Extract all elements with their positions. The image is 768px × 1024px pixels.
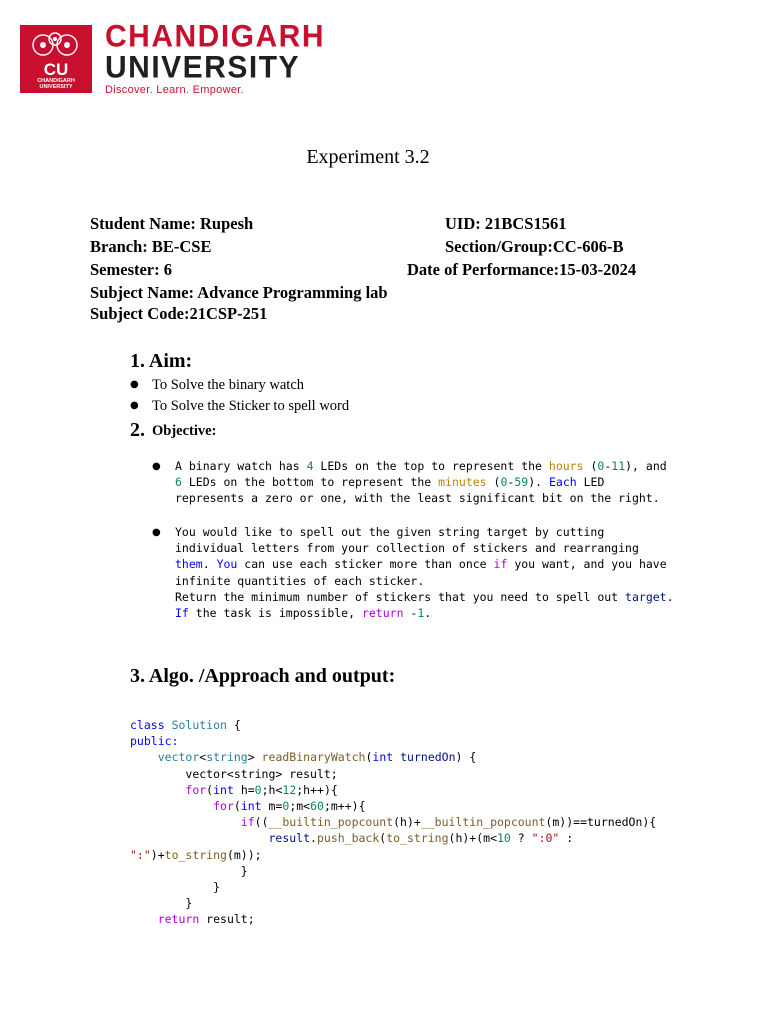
bullet-icon: ● [130,379,139,390]
aim-heading: 1. Aim: [130,350,193,372]
bullet-icon: ● [130,400,139,411]
subject-name: Subject Name: Advance Programming lab [90,283,388,302]
approach-heading: 3. Algo. /Approach and output: [130,665,396,687]
brand-name-line2: UNIVERSITY [105,50,301,85]
bullet-icon: ● [152,527,161,538]
semester: Semester: 6 [90,260,173,279]
code-block: class Solution { public: vector<string> readBinaryWatch(int turnedOn) { vector<string> result; for(int h=0;h<12;h++){ for(int m=0;m<60;m++){ if((__builtin_popcount(h)+__builtin_popcount(m))==turnedOn){ result.push_back(to_string(h)+(m<10 ? ":0" : ":")+to_string(m)); } } } return result; [130,718,657,927]
date-of-performance: Date of Performance:15-03-2024 [407,260,637,279]
logo-caption: CHANDIGARH UNIVERSITY [37,78,75,90]
brand-tagline: Discover. Learn. Empower. [105,84,244,96]
objective-bullet-binary-watch: A binary watch has 4 LEDs on the top to represent the hours (0-11), and 6 LEDs on the bottom to represent the minutes (0-59). Each LED represents a zero or one, with the least significant bit on the right. [175,459,667,506]
subject-code: Subject Code:21CSP-251 [90,304,268,323]
svg-text:CU: CU [43,60,69,79]
aim-item: To Solve the binary watch [152,377,305,393]
bullet-icon: ● [152,461,161,472]
branch: Branch: BE-CSE [90,237,212,256]
university-logo [20,25,92,93]
objective-bullet-stickers: You would like to spell out the given string target by cutting individual letters from your collection of stickers and rearranging them. You can use each sticker more than once if you want, and you have infinite quantities of each sticker. Return the minimum number of stickers that you need to spell out target. If the task is impossible, return -1. [175,525,674,621]
section-group: Section/Group:CC-606-B [445,237,624,256]
experiment-title: Experiment 3.2 [306,146,430,168]
brand-name-line1: CHANDIGARH [105,19,325,54]
student-uid: UID: 21BCS1561 [445,214,567,233]
objective-number: 2. [130,419,145,441]
aim-item: To Solve the Sticker to spell word [152,398,350,414]
student-name: Student Name: Rupesh [90,214,254,233]
objective-heading: Objective: [152,423,217,439]
